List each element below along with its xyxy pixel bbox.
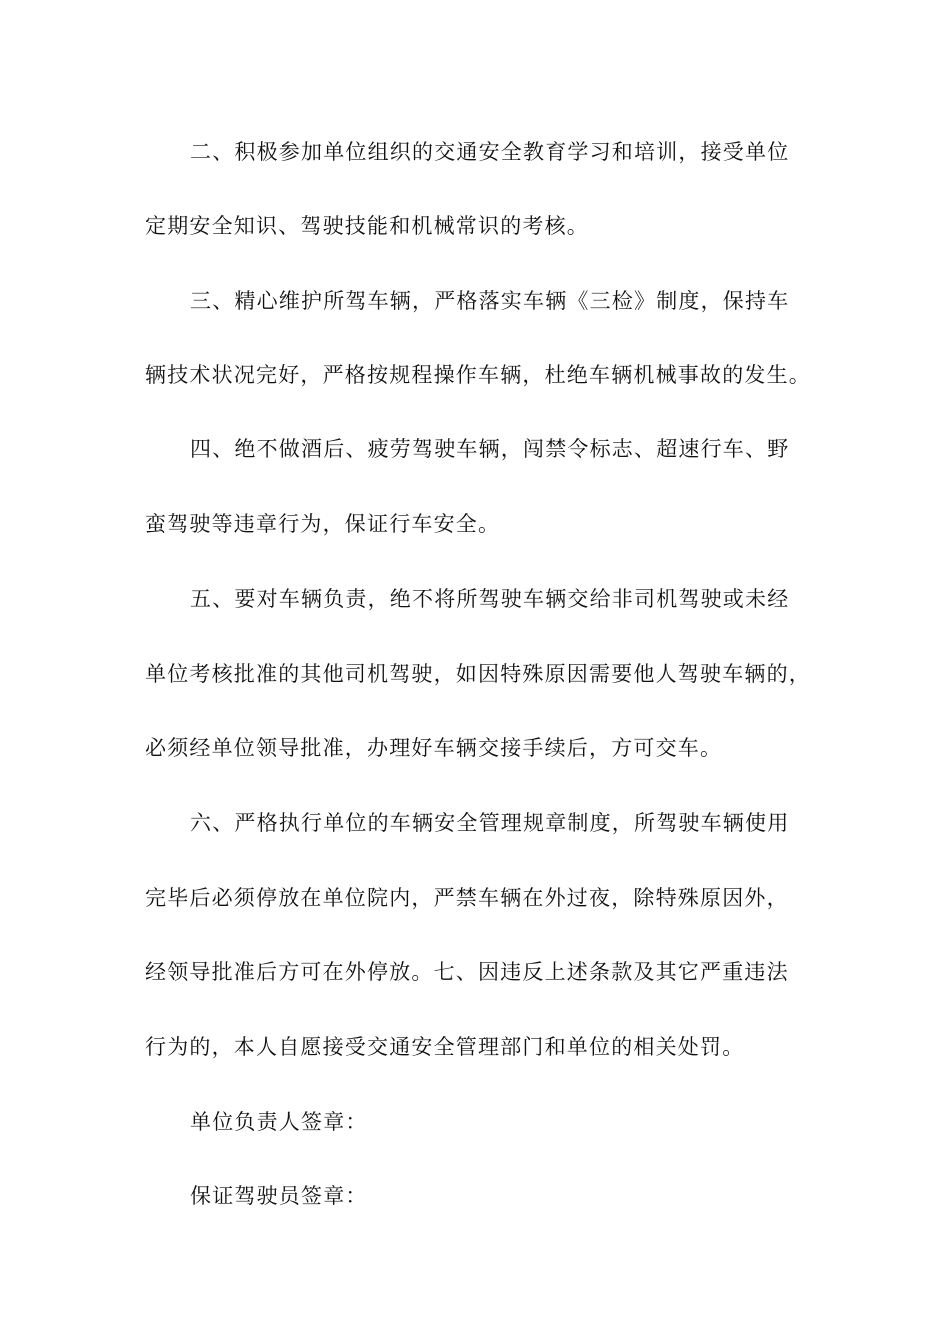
clause-4-line-1: 四、绝不做酒后、疲劳驾驶车辆，闯禁令标志、超速行车、野 (190, 437, 790, 461)
clause-7-line: 行为的，本人自愿接受交通安全管理部门和单位的相关处罚。 (145, 1035, 745, 1059)
clause-4-line-2: 蛮驾驶等违章行为，保证行车安全。 (145, 512, 501, 536)
unit-leader-signature-label: 单位负责人签章： (190, 1110, 368, 1134)
clause-3-line-2: 辆技术状况完好，严格按规程操作车辆，杜绝车辆机械事故的发生。 (145, 363, 811, 387)
clause-2-line-1: 二、积极参加单位组织的交通安全教育学习和培训，接受单位 (190, 140, 790, 164)
clause-6-line-1: 六、严格执行单位的车辆安全管理规章制度，所驾驶车辆使用 (190, 811, 790, 835)
clause-6-line-2: 完毕后必须停放在单位院内，严禁车辆在外过夜，除特殊原因外， (145, 886, 789, 910)
clause-5-line-2: 单位考核批准的其他司机驾驶，如因特殊原因需要他人驾驶车辆的， (145, 662, 811, 686)
clause-5-line-3: 必须经单位领导批准，办理好车辆交接手续后，方可交车。 (145, 736, 723, 760)
clause-6-line-3: 经领导批准后方可在外停放。七、因违反上述条款及其它严重违法 (145, 960, 789, 984)
clause-5-line-1: 五、要对车辆负责，绝不将所驾驶车辆交给非司机驾驶或未经 (190, 587, 790, 611)
driver-signature-label: 保证驾驶员签章： (190, 1184, 368, 1208)
clause-3-line-1: 三、精心维护所驾车辆，严格落实车辆《三检》制度，保持车 (190, 289, 790, 313)
clause-2-line-2: 定期安全知识、驾驶技能和机械常识的考核。 (145, 214, 589, 238)
